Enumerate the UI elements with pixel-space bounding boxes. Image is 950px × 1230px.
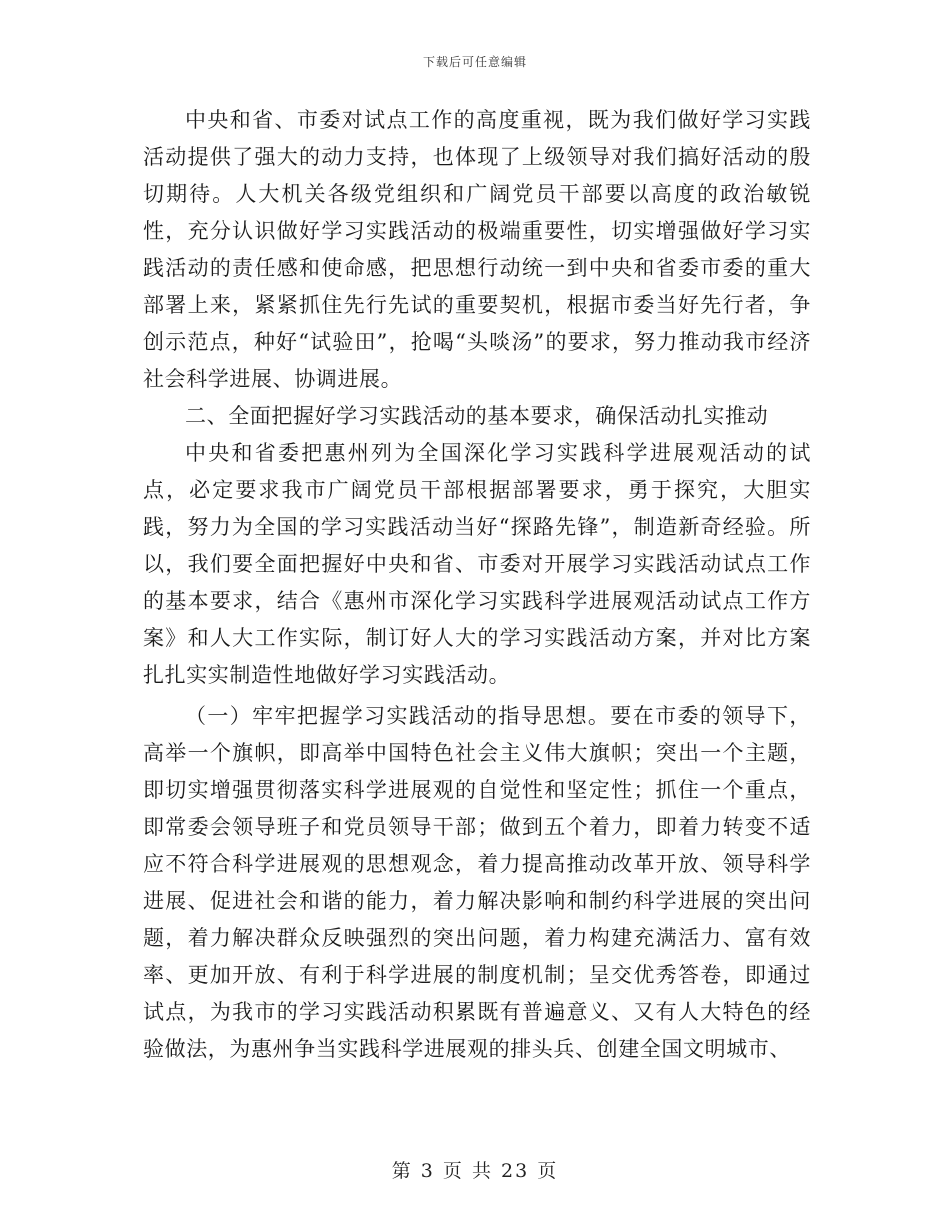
body-paragraph-3: （一）牢牢把握学习实践活动的指导思想。要在市委的领导下，高举一个旗帜，即高举中国特色社会主义伟大旗帜；突出一个主题，即切实增强贯彻落实科学进展观的自觉性和坚定性；抓住一个重点，即常委会领导班子和党员领导干部；做到五个着力，即着力转变不适应不符合科学进展观的思想观念，着力提高推动改革开放、领导科学进展、促进社会和谐的能力，着力解决影响和制约科学进展的突出问题，着力解决群众反映强烈的突出问题，着力构建充满活力、富有效率、更加开放、有利于科学进展的制度机制；呈交优秀答卷，即通过试点，为我市的学习实践活动积累既有普遍意义、又有人大特色的经验做法，为惠州争当实践科学进展观的排头兵、创建全国文明城市、 bbox=[143, 704, 811, 1061]
section-heading: 二、全面把握好学习实践活动的基本要求，确保活动扎实推动 bbox=[185, 404, 769, 428]
body-paragraph-1: 中央和省、市委对试点工作的高度重视，既为我们做好学习实践活动提供了强大的动力支持，也体现了上级领导对我们搞好活动的殷切期待。人大机关各级党组织和广阔党员干部要以高度的政治敏锐性，充分认识做好学习实践活动的极端重要性，切实增强做好学习实践活动的责任感和使命感，把思想行动统一到中央和省委市委的重大部署上来，紧紧抓住先行先试的重要契机，根据市委当好先行者，争创示范点，种好“试验田”，抢喝“头啖汤”的要求，努力推动我市经济社会科学进展、协调进展。 bbox=[143, 108, 811, 391]
page-header-note: 下载后可任意编辑 bbox=[422, 55, 527, 69]
document-body bbox=[143, 102, 811, 1068]
page-number: 第 3 页 共 23 页 bbox=[391, 1160, 559, 1182]
body-paragraph-2: 中央和省委把惠州列为全国深化学习实践科学进展观活动的试点，必定要求我市广阔党员干部根据部署要求，勇于探究，大胆实践，努力为全国的学习实践活动当好“探路先锋”，制造新奇经验。所以，我们要全面把握好中央和省、市委对开展学习实践活动试点工作的基本要求，结合《惠州市深化学习实践科学进展观活动试点工作方案》和人大工作实际，制订好人大的学习实践活动方案，并对比方案扎扎实实制造性地做好学习实践活动。 bbox=[143, 441, 811, 687]
